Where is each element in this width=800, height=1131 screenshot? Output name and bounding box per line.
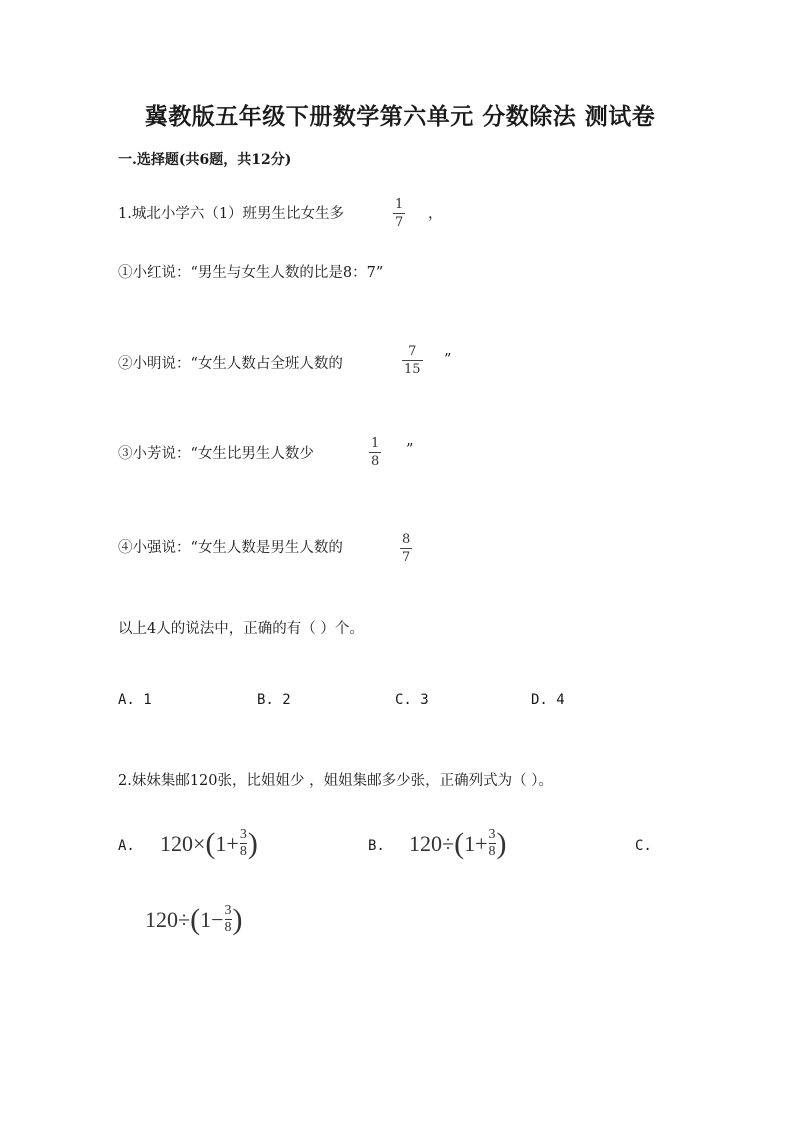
q2-option-b-expression[interactable]	[409, 828, 507, 859]
q2-option-b-label[interactable]: B.	[368, 838, 385, 854]
q1-option-c[interactable]: C. 3	[395, 692, 429, 708]
fraction-denominator: 7	[402, 550, 411, 565]
q1-option-d[interactable]: D. 4	[531, 692, 565, 708]
expr-left: 120×	[160, 830, 206, 856]
expr-open-paren: (	[190, 902, 201, 936]
fraction-numerator: 8	[402, 532, 411, 547]
q1-option-b[interactable]: B. 2	[257, 692, 291, 708]
section-heading: 一.选择题(共6题，共12分)	[118, 152, 292, 168]
q2-option-c-label[interactable]: C.	[635, 838, 652, 854]
q1-statement-3: ③小芳说：“女生比男生人数少	[118, 446, 314, 462]
q1-statement-2-tail: ”	[444, 352, 452, 368]
q1-statement-1: ①小红说：“男生与女生人数的比是8：7”	[118, 265, 384, 281]
fraction-numerator: 7	[408, 344, 417, 359]
fraction-denominator: 8	[239, 844, 247, 859]
fraction-numerator: 1	[395, 197, 404, 212]
fraction-denominator: 15	[404, 362, 421, 377]
page-title: 冀教版五年级下册数学第六单元 分数除法 测试卷	[144, 103, 656, 130]
expr-left: 120÷	[409, 830, 455, 856]
q1-stem-fraction	[393, 197, 405, 230]
expr-fraction	[489, 828, 496, 859]
expr-fraction	[240, 828, 247, 859]
fraction-denominator: 8	[224, 920, 232, 935]
fraction-bar	[402, 360, 423, 361]
expr-one: 1+	[215, 830, 239, 856]
fraction-numerator: 3	[488, 827, 496, 842]
q1-statement-3-fraction	[369, 436, 381, 469]
fraction-numerator: 1	[371, 436, 380, 451]
q2-stem: 2.妹妹集邮120张，比姐姐少 ，姐姐集邮多少张，正确列式为（ ）。	[118, 773, 553, 789]
q1-statement-4: ④小强说：“女生人数是男生人数的	[118, 540, 343, 556]
q1-question: 以上4人的说法中，正确的有（ ）个。	[118, 621, 364, 637]
expr-open-paren: (	[454, 826, 465, 860]
q1-option-a[interactable]: A. 1	[118, 692, 152, 708]
expr-one: 1+	[464, 830, 488, 856]
q1-stem-tail: ，	[428, 206, 443, 222]
expr-fraction	[225, 904, 232, 935]
fraction-bar	[393, 213, 405, 214]
q1-stem: 1.城北小学六（1）班男生比女生多	[118, 206, 345, 222]
q2-option-a-expression[interactable]	[160, 828, 258, 859]
q1-statement-3-tail: ”	[406, 442, 414, 458]
q2-option-a-label[interactable]: A.	[118, 838, 135, 854]
fraction-bar	[400, 548, 412, 549]
fraction-numerator: 3	[224, 903, 232, 918]
q1-statement-2-fraction	[402, 344, 423, 377]
fraction-denominator: 7	[395, 215, 404, 230]
expr-left: 120÷	[145, 906, 191, 932]
fraction-numerator: 3	[239, 827, 247, 842]
expr-one: 1−	[200, 906, 224, 932]
fraction-denominator: 8	[371, 454, 380, 469]
q2-option-c-expression[interactable]	[145, 904, 243, 935]
expr-close-paren: )	[247, 826, 258, 860]
fraction-bar	[369, 452, 381, 453]
expr-close-paren: )	[496, 826, 507, 860]
q1-statement-2: ②小明说：“女生人数占全班人数的	[118, 356, 343, 372]
q1-statement-4-fraction	[400, 532, 412, 565]
expr-open-paren: (	[205, 826, 216, 860]
fraction-denominator: 8	[488, 844, 496, 859]
expr-close-paren: )	[232, 902, 243, 936]
